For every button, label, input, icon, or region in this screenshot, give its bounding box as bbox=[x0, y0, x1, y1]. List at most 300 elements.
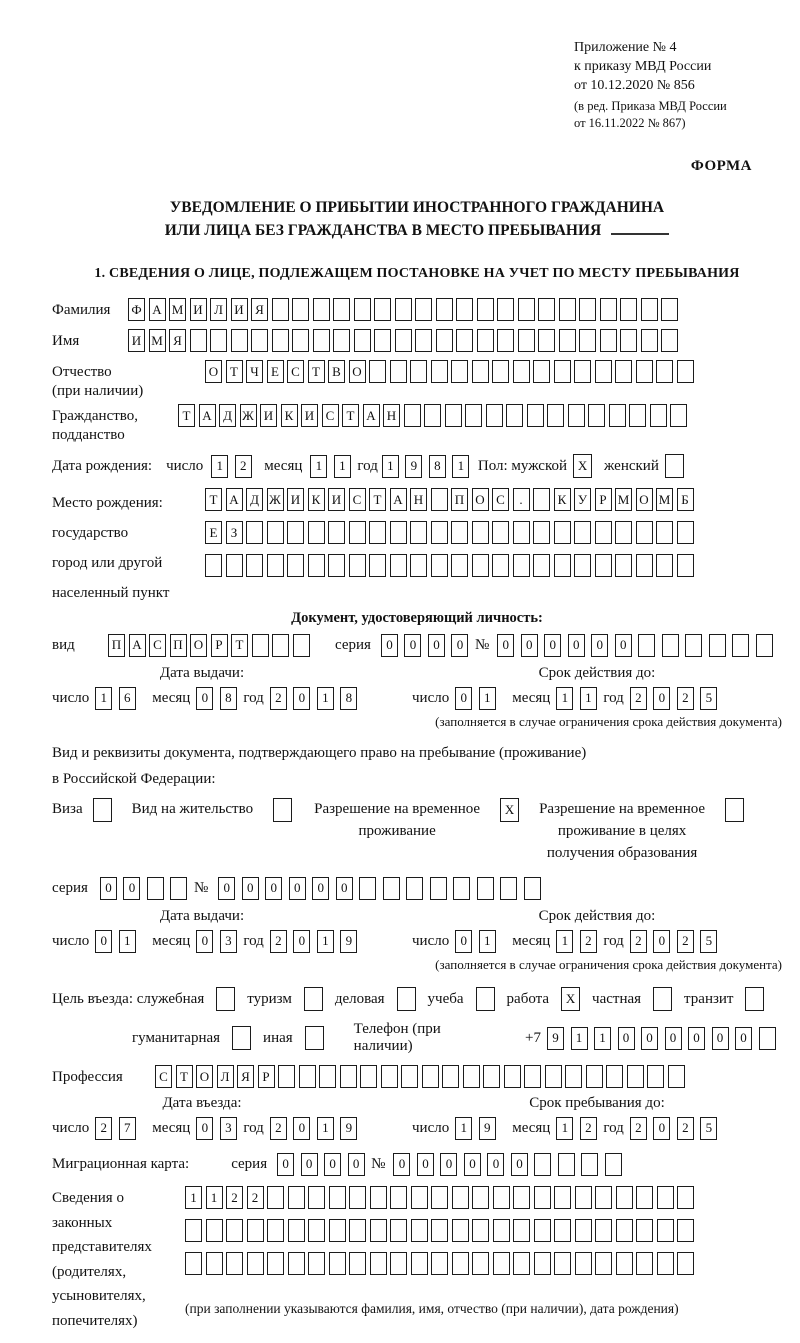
char-cell[interactable] bbox=[369, 360, 386, 383]
char-cell[interactable] bbox=[668, 1065, 685, 1088]
char-cell[interactable] bbox=[492, 521, 509, 544]
char-cell[interactable]: 1 bbox=[382, 455, 399, 478]
char-cell[interactable]: Н bbox=[383, 404, 400, 427]
char-cell[interactable] bbox=[677, 521, 694, 544]
char-cell[interactable] bbox=[410, 521, 427, 544]
char-cell[interactable]: 1 bbox=[317, 1117, 334, 1140]
char-cell[interactable]: 0 bbox=[618, 1027, 635, 1050]
char-cell[interactable] bbox=[431, 554, 448, 577]
char-cell[interactable] bbox=[308, 1252, 325, 1275]
char-cell[interactable] bbox=[452, 1252, 469, 1275]
char-cell[interactable] bbox=[472, 1219, 489, 1242]
char-cell[interactable] bbox=[595, 1252, 612, 1275]
char-cell[interactable] bbox=[374, 298, 391, 321]
char-cell[interactable]: 7 bbox=[119, 1117, 136, 1140]
char-cell[interactable]: 1 bbox=[556, 687, 573, 710]
char-cell[interactable] bbox=[390, 1186, 407, 1209]
checkbox-cell[interactable] bbox=[665, 454, 684, 478]
char-cell[interactable] bbox=[756, 634, 773, 657]
char-cell[interactable] bbox=[709, 634, 726, 657]
char-cell[interactable]: 1 bbox=[556, 1117, 573, 1140]
char-cell[interactable]: И bbox=[190, 298, 207, 321]
char-cell[interactable] bbox=[595, 554, 612, 577]
char-cell[interactable] bbox=[354, 298, 371, 321]
char-cell[interactable]: 1 bbox=[479, 930, 496, 953]
char-cell[interactable] bbox=[272, 298, 289, 321]
char-cell[interactable] bbox=[533, 360, 550, 383]
char-cell[interactable] bbox=[147, 877, 164, 900]
char-cell[interactable]: 2 bbox=[580, 1117, 597, 1140]
char-cell[interactable]: А bbox=[363, 404, 380, 427]
char-cell[interactable]: Я bbox=[251, 298, 268, 321]
char-cell[interactable]: 8 bbox=[220, 687, 237, 710]
char-cell[interactable] bbox=[595, 360, 612, 383]
char-cell[interactable]: 9 bbox=[340, 930, 357, 953]
char-cell[interactable]: 2 bbox=[677, 687, 694, 710]
char-cell[interactable] bbox=[252, 634, 269, 657]
char-cell[interactable] bbox=[308, 1219, 325, 1242]
char-cell[interactable]: 1 bbox=[452, 455, 469, 478]
checkbox-cell[interactable] bbox=[305, 1026, 324, 1050]
char-cell[interactable] bbox=[406, 877, 423, 900]
char-cell[interactable] bbox=[657, 1219, 674, 1242]
char-cell[interactable]: 0 bbox=[196, 687, 213, 710]
char-cell[interactable] bbox=[565, 1065, 582, 1088]
char-cell[interactable]: Е bbox=[205, 521, 222, 544]
char-cell[interactable] bbox=[226, 1219, 243, 1242]
char-cell[interactable]: 0 bbox=[615, 634, 632, 657]
char-cell[interactable] bbox=[677, 1252, 694, 1275]
char-cell[interactable] bbox=[267, 1219, 284, 1242]
char-cell[interactable]: 0 bbox=[653, 930, 670, 953]
char-cell[interactable] bbox=[251, 329, 268, 352]
char-cell[interactable] bbox=[677, 554, 694, 577]
char-cell[interactable] bbox=[424, 404, 441, 427]
char-cell[interactable]: 0 bbox=[123, 877, 140, 900]
char-cell[interactable] bbox=[506, 404, 523, 427]
char-cell[interactable] bbox=[370, 1219, 387, 1242]
checkbox-cell[interactable] bbox=[725, 798, 744, 822]
char-cell[interactable] bbox=[354, 329, 371, 352]
char-cell[interactable]: А bbox=[149, 298, 166, 321]
char-cell[interactable] bbox=[415, 298, 432, 321]
char-cell[interactable]: А bbox=[226, 488, 243, 511]
char-cell[interactable] bbox=[411, 1252, 428, 1275]
char-cell[interactable] bbox=[390, 360, 407, 383]
char-cell[interactable] bbox=[662, 634, 679, 657]
char-cell[interactable]: 1 bbox=[317, 687, 334, 710]
char-cell[interactable]: 0 bbox=[451, 634, 468, 657]
char-cell[interactable] bbox=[575, 1252, 592, 1275]
char-cell[interactable]: 0 bbox=[428, 634, 445, 657]
char-cell[interactable]: 1 bbox=[119, 930, 136, 953]
char-cell[interactable] bbox=[732, 634, 749, 657]
char-cell[interactable] bbox=[588, 404, 605, 427]
char-cell[interactable] bbox=[513, 360, 530, 383]
char-cell[interactable]: Е bbox=[267, 360, 284, 383]
char-cell[interactable] bbox=[641, 329, 658, 352]
char-cell[interactable] bbox=[574, 360, 591, 383]
char-cell[interactable]: . bbox=[513, 488, 530, 511]
char-cell[interactable]: 0 bbox=[242, 877, 259, 900]
char-cell[interactable] bbox=[349, 1186, 366, 1209]
char-cell[interactable]: 0 bbox=[324, 1153, 341, 1176]
char-cell[interactable] bbox=[500, 877, 517, 900]
char-cell[interactable] bbox=[404, 404, 421, 427]
char-cell[interactable]: 2 bbox=[235, 455, 252, 478]
char-cell[interactable] bbox=[605, 1153, 622, 1176]
char-cell[interactable] bbox=[410, 360, 427, 383]
char-cell[interactable] bbox=[288, 1252, 305, 1275]
checkbox-cell[interactable] bbox=[476, 987, 495, 1011]
char-cell[interactable] bbox=[685, 634, 702, 657]
char-cell[interactable]: Т bbox=[231, 634, 248, 657]
char-cell[interactable] bbox=[554, 1219, 571, 1242]
checkbox-cell[interactable] bbox=[397, 987, 416, 1011]
char-cell[interactable]: П bbox=[170, 634, 187, 657]
char-cell[interactable]: П bbox=[108, 634, 125, 657]
char-cell[interactable] bbox=[656, 521, 673, 544]
char-cell[interactable] bbox=[185, 1219, 202, 1242]
char-cell[interactable] bbox=[267, 1252, 284, 1275]
char-cell[interactable] bbox=[524, 1065, 541, 1088]
char-cell[interactable] bbox=[586, 1065, 603, 1088]
char-cell[interactable]: 0 bbox=[688, 1027, 705, 1050]
char-cell[interactable]: 2 bbox=[270, 687, 287, 710]
char-cell[interactable] bbox=[456, 298, 473, 321]
char-cell[interactable]: М bbox=[169, 298, 186, 321]
char-cell[interactable] bbox=[492, 360, 509, 383]
char-cell[interactable] bbox=[451, 554, 468, 577]
char-cell[interactable] bbox=[547, 404, 564, 427]
char-cell[interactable]: 1 bbox=[594, 1027, 611, 1050]
char-cell[interactable] bbox=[558, 1153, 575, 1176]
char-cell[interactable]: 2 bbox=[630, 1117, 647, 1140]
char-cell[interactable]: 1 bbox=[455, 1117, 472, 1140]
char-cell[interactable] bbox=[381, 1065, 398, 1088]
char-cell[interactable] bbox=[411, 1186, 428, 1209]
char-cell[interactable] bbox=[616, 1252, 633, 1275]
char-cell[interactable]: З bbox=[226, 521, 243, 544]
char-cell[interactable] bbox=[226, 1252, 243, 1275]
char-cell[interactable] bbox=[647, 1065, 664, 1088]
char-cell[interactable] bbox=[308, 1186, 325, 1209]
char-cell[interactable] bbox=[430, 877, 447, 900]
char-cell[interactable]: 9 bbox=[547, 1027, 564, 1050]
char-cell[interactable]: 2 bbox=[630, 687, 647, 710]
char-cell[interactable] bbox=[431, 1186, 448, 1209]
char-cell[interactable] bbox=[595, 521, 612, 544]
char-cell[interactable] bbox=[349, 521, 366, 544]
char-cell[interactable] bbox=[328, 521, 345, 544]
char-cell[interactable] bbox=[527, 404, 544, 427]
char-cell[interactable] bbox=[595, 1219, 612, 1242]
char-cell[interactable]: А bbox=[199, 404, 216, 427]
char-cell[interactable]: 1 bbox=[571, 1027, 588, 1050]
char-cell[interactable]: С bbox=[492, 488, 509, 511]
char-cell[interactable]: 1 bbox=[556, 930, 573, 953]
char-cell[interactable] bbox=[513, 521, 530, 544]
char-cell[interactable] bbox=[524, 877, 541, 900]
char-cell[interactable]: У bbox=[574, 488, 591, 511]
char-cell[interactable]: 0 bbox=[404, 634, 421, 657]
char-cell[interactable]: 8 bbox=[429, 455, 446, 478]
checkbox-cell[interactable] bbox=[232, 1026, 251, 1050]
char-cell[interactable] bbox=[329, 1186, 346, 1209]
char-cell[interactable] bbox=[395, 298, 412, 321]
char-cell[interactable] bbox=[267, 1186, 284, 1209]
char-cell[interactable]: Т bbox=[226, 360, 243, 383]
char-cell[interactable] bbox=[431, 1219, 448, 1242]
char-cell[interactable]: 2 bbox=[95, 1117, 112, 1140]
char-cell[interactable]: 2 bbox=[677, 930, 694, 953]
char-cell[interactable] bbox=[472, 1252, 489, 1275]
char-cell[interactable] bbox=[206, 1252, 223, 1275]
char-cell[interactable] bbox=[431, 488, 448, 511]
char-cell[interactable] bbox=[329, 1252, 346, 1275]
char-cell[interactable]: Т bbox=[342, 404, 359, 427]
char-cell[interactable]: И bbox=[328, 488, 345, 511]
char-cell[interactable]: 0 bbox=[544, 634, 561, 657]
char-cell[interactable] bbox=[288, 1219, 305, 1242]
char-cell[interactable] bbox=[477, 877, 494, 900]
char-cell[interactable] bbox=[600, 329, 617, 352]
char-cell[interactable] bbox=[333, 329, 350, 352]
char-cell[interactable]: Ж bbox=[240, 404, 257, 427]
char-cell[interactable]: Я bbox=[169, 329, 186, 352]
checkbox-cell[interactable] bbox=[216, 987, 235, 1011]
char-cell[interactable] bbox=[442, 1065, 459, 1088]
char-cell[interactable] bbox=[206, 1219, 223, 1242]
char-cell[interactable] bbox=[518, 298, 535, 321]
char-cell[interactable] bbox=[641, 298, 658, 321]
char-cell[interactable] bbox=[390, 521, 407, 544]
char-cell[interactable]: 2 bbox=[677, 1117, 694, 1140]
char-cell[interactable] bbox=[513, 1186, 530, 1209]
char-cell[interactable] bbox=[656, 554, 673, 577]
char-cell[interactable] bbox=[231, 329, 248, 352]
char-cell[interactable]: 0 bbox=[487, 1153, 504, 1176]
char-cell[interactable]: 0 bbox=[665, 1027, 682, 1050]
char-cell[interactable] bbox=[574, 554, 591, 577]
char-cell[interactable] bbox=[574, 521, 591, 544]
char-cell[interactable] bbox=[477, 329, 494, 352]
char-cell[interactable]: 9 bbox=[479, 1117, 496, 1140]
char-cell[interactable]: Т bbox=[176, 1065, 193, 1088]
char-cell[interactable] bbox=[313, 329, 330, 352]
char-cell[interactable] bbox=[636, 1186, 653, 1209]
char-cell[interactable]: 0 bbox=[417, 1153, 434, 1176]
char-cell[interactable] bbox=[267, 554, 284, 577]
char-cell[interactable] bbox=[472, 521, 489, 544]
char-cell[interactable]: 2 bbox=[226, 1186, 243, 1209]
char-cell[interactable]: Б bbox=[677, 488, 694, 511]
char-cell[interactable]: 0 bbox=[289, 877, 306, 900]
char-cell[interactable]: К bbox=[308, 488, 325, 511]
char-cell[interactable]: Ф bbox=[128, 298, 145, 321]
char-cell[interactable]: К bbox=[554, 488, 571, 511]
char-cell[interactable]: 0 bbox=[497, 634, 514, 657]
char-cell[interactable]: 0 bbox=[196, 930, 213, 953]
char-cell[interactable] bbox=[328, 554, 345, 577]
char-cell[interactable] bbox=[190, 329, 207, 352]
char-cell[interactable] bbox=[493, 1186, 510, 1209]
char-cell[interactable]: П bbox=[451, 488, 468, 511]
checkbox-cell[interactable] bbox=[745, 987, 764, 1011]
char-cell[interactable] bbox=[390, 1219, 407, 1242]
char-cell[interactable] bbox=[534, 1186, 551, 1209]
char-cell[interactable]: 0 bbox=[95, 930, 112, 953]
char-cell[interactable] bbox=[349, 1219, 366, 1242]
char-cell[interactable]: С bbox=[149, 634, 166, 657]
char-cell[interactable] bbox=[497, 298, 514, 321]
char-cell[interactable] bbox=[292, 298, 309, 321]
char-cell[interactable] bbox=[472, 554, 489, 577]
char-cell[interactable] bbox=[656, 360, 673, 383]
char-cell[interactable]: Н bbox=[410, 488, 427, 511]
char-cell[interactable] bbox=[534, 1252, 551, 1275]
char-cell[interactable] bbox=[538, 329, 555, 352]
char-cell[interactable] bbox=[486, 404, 503, 427]
char-cell[interactable] bbox=[390, 1252, 407, 1275]
char-cell[interactable]: М bbox=[615, 488, 632, 511]
char-cell[interactable] bbox=[616, 1186, 633, 1209]
char-cell[interactable] bbox=[278, 1065, 295, 1088]
char-cell[interactable] bbox=[374, 329, 391, 352]
char-cell[interactable] bbox=[493, 1252, 510, 1275]
char-cell[interactable]: И bbox=[287, 488, 304, 511]
char-cell[interactable] bbox=[463, 1065, 480, 1088]
char-cell[interactable] bbox=[629, 404, 646, 427]
char-cell[interactable]: 1 bbox=[185, 1186, 202, 1209]
char-cell[interactable]: 0 bbox=[653, 687, 670, 710]
char-cell[interactable] bbox=[226, 554, 243, 577]
char-cell[interactable] bbox=[483, 1065, 500, 1088]
char-cell[interactable] bbox=[349, 1252, 366, 1275]
char-cell[interactable] bbox=[504, 1065, 521, 1088]
char-cell[interactable] bbox=[534, 1219, 551, 1242]
char-cell[interactable] bbox=[554, 360, 571, 383]
char-cell[interactable] bbox=[445, 404, 462, 427]
char-cell[interactable] bbox=[401, 1065, 418, 1088]
char-cell[interactable] bbox=[246, 554, 263, 577]
char-cell[interactable]: Я bbox=[237, 1065, 254, 1088]
char-cell[interactable]: 3 bbox=[220, 930, 237, 953]
char-cell[interactable]: 1 bbox=[95, 687, 112, 710]
char-cell[interactable] bbox=[415, 329, 432, 352]
char-cell[interactable]: Т bbox=[205, 488, 222, 511]
char-cell[interactable]: 0 bbox=[336, 877, 353, 900]
char-cell[interactable]: В bbox=[328, 360, 345, 383]
char-cell[interactable] bbox=[383, 877, 400, 900]
char-cell[interactable] bbox=[534, 1153, 551, 1176]
char-cell[interactable]: 0 bbox=[455, 687, 472, 710]
char-cell[interactable]: М bbox=[149, 329, 166, 352]
char-cell[interactable] bbox=[615, 521, 632, 544]
char-cell[interactable] bbox=[451, 521, 468, 544]
char-cell[interactable] bbox=[759, 1027, 776, 1050]
char-cell[interactable] bbox=[554, 554, 571, 577]
char-cell[interactable]: 1 bbox=[211, 455, 228, 478]
char-cell[interactable]: 6 bbox=[119, 687, 136, 710]
char-cell[interactable] bbox=[272, 634, 289, 657]
char-cell[interactable] bbox=[185, 1252, 202, 1275]
char-cell[interactable]: 1 bbox=[317, 930, 334, 953]
char-cell[interactable] bbox=[477, 298, 494, 321]
char-cell[interactable]: О bbox=[196, 1065, 213, 1088]
char-cell[interactable] bbox=[559, 329, 576, 352]
char-cell[interactable] bbox=[670, 404, 687, 427]
char-cell[interactable]: 8 bbox=[340, 687, 357, 710]
char-cell[interactable] bbox=[616, 1219, 633, 1242]
char-cell[interactable]: 0 bbox=[568, 634, 585, 657]
char-cell[interactable]: 0 bbox=[440, 1153, 457, 1176]
char-cell[interactable] bbox=[308, 554, 325, 577]
char-cell[interactable]: 3 bbox=[220, 1117, 237, 1140]
char-cell[interactable] bbox=[533, 521, 550, 544]
char-cell[interactable]: 9 bbox=[340, 1117, 357, 1140]
char-cell[interactable] bbox=[595, 1186, 612, 1209]
char-cell[interactable] bbox=[453, 877, 470, 900]
char-cell[interactable]: 2 bbox=[270, 930, 287, 953]
checkbox-cell[interactable] bbox=[304, 987, 323, 1011]
char-cell[interactable]: 0 bbox=[381, 634, 398, 657]
char-cell[interactable] bbox=[436, 298, 453, 321]
char-cell[interactable] bbox=[299, 1065, 316, 1088]
char-cell[interactable] bbox=[349, 554, 366, 577]
char-cell[interactable] bbox=[636, 1252, 653, 1275]
char-cell[interactable]: 0 bbox=[293, 930, 310, 953]
char-cell[interactable]: 0 bbox=[591, 634, 608, 657]
char-cell[interactable] bbox=[333, 298, 350, 321]
char-cell[interactable]: 0 bbox=[393, 1153, 410, 1176]
char-cell[interactable] bbox=[650, 404, 667, 427]
char-cell[interactable] bbox=[513, 554, 530, 577]
char-cell[interactable] bbox=[554, 1252, 571, 1275]
char-cell[interactable]: 0 bbox=[653, 1117, 670, 1140]
char-cell[interactable]: С bbox=[287, 360, 304, 383]
char-cell[interactable] bbox=[677, 1219, 694, 1242]
char-cell[interactable] bbox=[661, 329, 678, 352]
char-cell[interactable] bbox=[620, 329, 637, 352]
char-cell[interactable]: 0 bbox=[265, 877, 282, 900]
char-cell[interactable] bbox=[581, 1153, 598, 1176]
char-cell[interactable]: Р bbox=[258, 1065, 275, 1088]
char-cell[interactable]: Л bbox=[217, 1065, 234, 1088]
char-cell[interactable]: С bbox=[155, 1065, 172, 1088]
char-cell[interactable]: О bbox=[205, 360, 222, 383]
char-cell[interactable] bbox=[492, 554, 509, 577]
char-cell[interactable] bbox=[661, 298, 678, 321]
char-cell[interactable] bbox=[272, 329, 289, 352]
char-cell[interactable]: 0 bbox=[712, 1027, 729, 1050]
char-cell[interactable] bbox=[568, 404, 585, 427]
char-cell[interactable]: Р bbox=[211, 634, 228, 657]
char-cell[interactable]: 0 bbox=[293, 1117, 310, 1140]
char-cell[interactable]: 5 bbox=[700, 1117, 717, 1140]
char-cell[interactable]: 2 bbox=[580, 930, 597, 953]
char-cell[interactable]: О bbox=[349, 360, 366, 383]
char-cell[interactable] bbox=[452, 1219, 469, 1242]
char-cell[interactable]: 0 bbox=[348, 1153, 365, 1176]
char-cell[interactable]: Т bbox=[369, 488, 386, 511]
char-cell[interactable]: А bbox=[390, 488, 407, 511]
char-cell[interactable] bbox=[411, 1219, 428, 1242]
char-cell[interactable] bbox=[308, 521, 325, 544]
char-cell[interactable] bbox=[288, 1186, 305, 1209]
char-cell[interactable] bbox=[638, 634, 655, 657]
char-cell[interactable] bbox=[620, 298, 637, 321]
